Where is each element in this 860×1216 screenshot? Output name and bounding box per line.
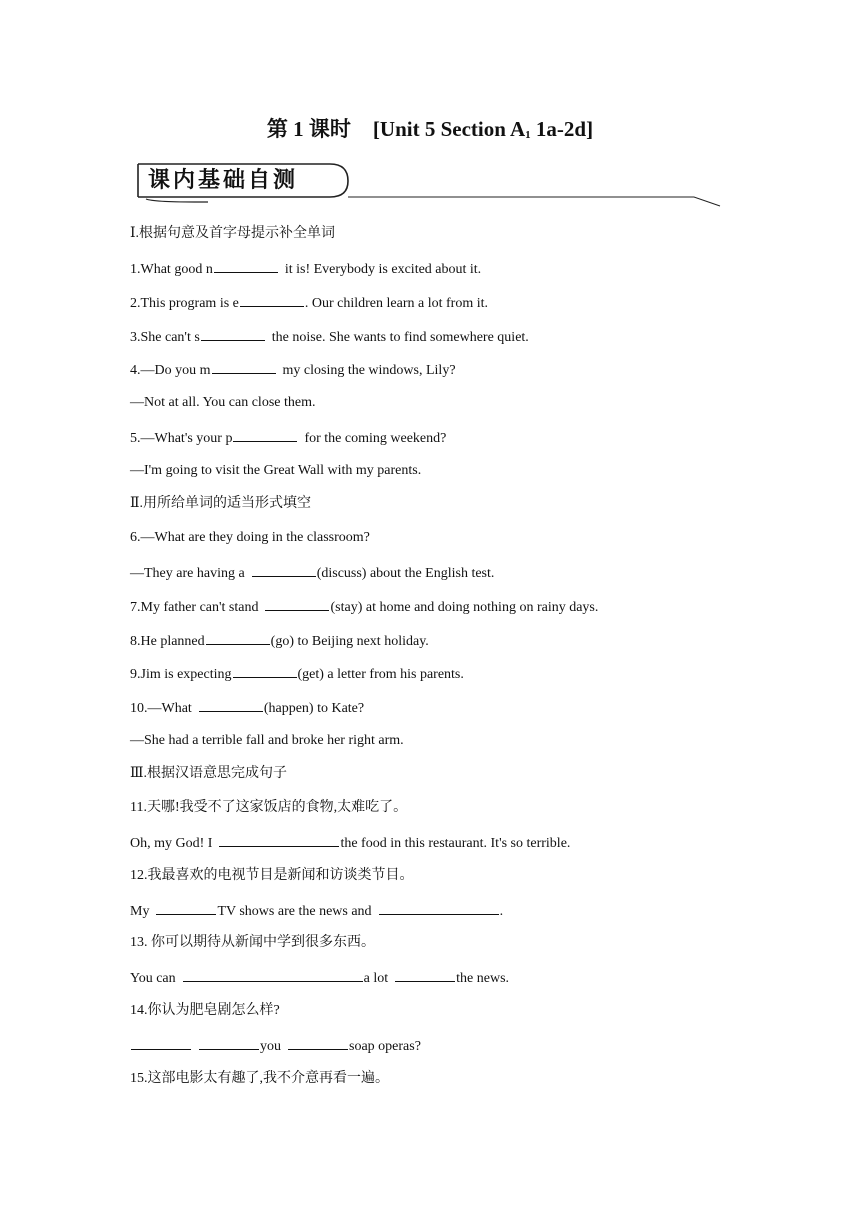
section-heading-3: Ⅲ.根据汉语意思完成句子 [130,766,288,781]
title-range: 1a-2d] [530,117,594,141]
answer-blank[interactable] [379,900,499,915]
answer-blank[interactable] [252,562,316,577]
answer-blank[interactable] [233,663,297,678]
answer-blank[interactable] [199,697,263,712]
page-title [0,113,860,143]
question-1: 1.What good n it is! Everybody is excited about it. [130,258,481,280]
answer-blank[interactable] [214,258,278,273]
section-heading-1: Ⅰ.根据句意及首字母提示补全单词 [130,226,336,241]
answer-blank[interactable] [131,1035,191,1050]
question-14-prompt: 14.你认为肥皂剧怎么样? [130,1003,280,1018]
question-6: 6.—What are they doing in the classroom? [130,530,370,545]
question-7: 7.My father can't stand (stay) at home and doing nothing on rainy days. [130,596,598,618]
question-14: you soap operas? [130,1035,421,1057]
question-13-prompt: 13. 你可以期待从新闻中学到很多东西。 [130,935,375,950]
answer-blank[interactable] [199,1035,259,1050]
answer-blank[interactable] [156,900,216,915]
question-4: 4.—Do you m my closing the windows, Lily? [130,359,456,381]
question-3: 3.She can't s the noise. She wants to find somewhere quiet. [130,326,529,348]
question-13: You can a lot the news. [130,967,509,989]
answer-blank[interactable] [201,326,265,341]
answer-blank[interactable] [240,292,304,307]
question-11-prompt: 11.天哪!我受不了这家饭店的食物,太难吃了。 [130,800,408,815]
question-12-prompt: 12.我最喜欢的电视节目是新闻和访谈类节目。 [130,868,414,883]
question-2: 2.This program is e . Our children learn a lot from it. [130,292,488,314]
title-lesson: 第 1 课时 [266,117,351,141]
question-9: 9.Jim is expecting (get) a letter from his parents. [130,663,464,685]
answer-blank[interactable] [219,832,339,847]
question-4-reply: —Not at all. You can close them. [130,395,316,410]
question-6-reply: —They are having a (discuss) about the English test. [130,562,494,584]
answer-blank[interactable] [206,630,270,645]
question-15-prompt: 15.这部电影太有趣了,我不介意再看一遍。 [130,1071,389,1086]
answer-blank[interactable] [183,967,363,982]
question-10: 10.—What (happen) to Kate? [130,697,364,719]
answer-blank[interactable] [212,359,276,374]
title-unit: [Unit 5 Section A [372,117,526,141]
question-5: 5.—What's your p for the coming weekend? [130,427,446,449]
answer-blank[interactable] [288,1035,348,1050]
question-10-reply: —She had a terrible fall and broke her right arm. [130,733,404,748]
question-5-reply: —I'm going to visit the Great Wall with my parents. [130,463,422,478]
answer-blank[interactable] [395,967,455,982]
question-8: 8.He planned (go) to Beijing next holiday. [130,630,429,652]
answer-blank[interactable] [265,596,329,611]
question-11: Oh, my God! I the food in this restaurant. It's so terrible. [130,832,570,854]
title-subscript: 1 [525,129,531,141]
question-12: My TV shows are the news and . [130,900,503,922]
section-banner-label: 课内基础自测 [148,168,299,193]
section-heading-2: Ⅱ.用所给单词的适当形式填空 [130,496,312,511]
answer-blank[interactable] [233,427,297,442]
